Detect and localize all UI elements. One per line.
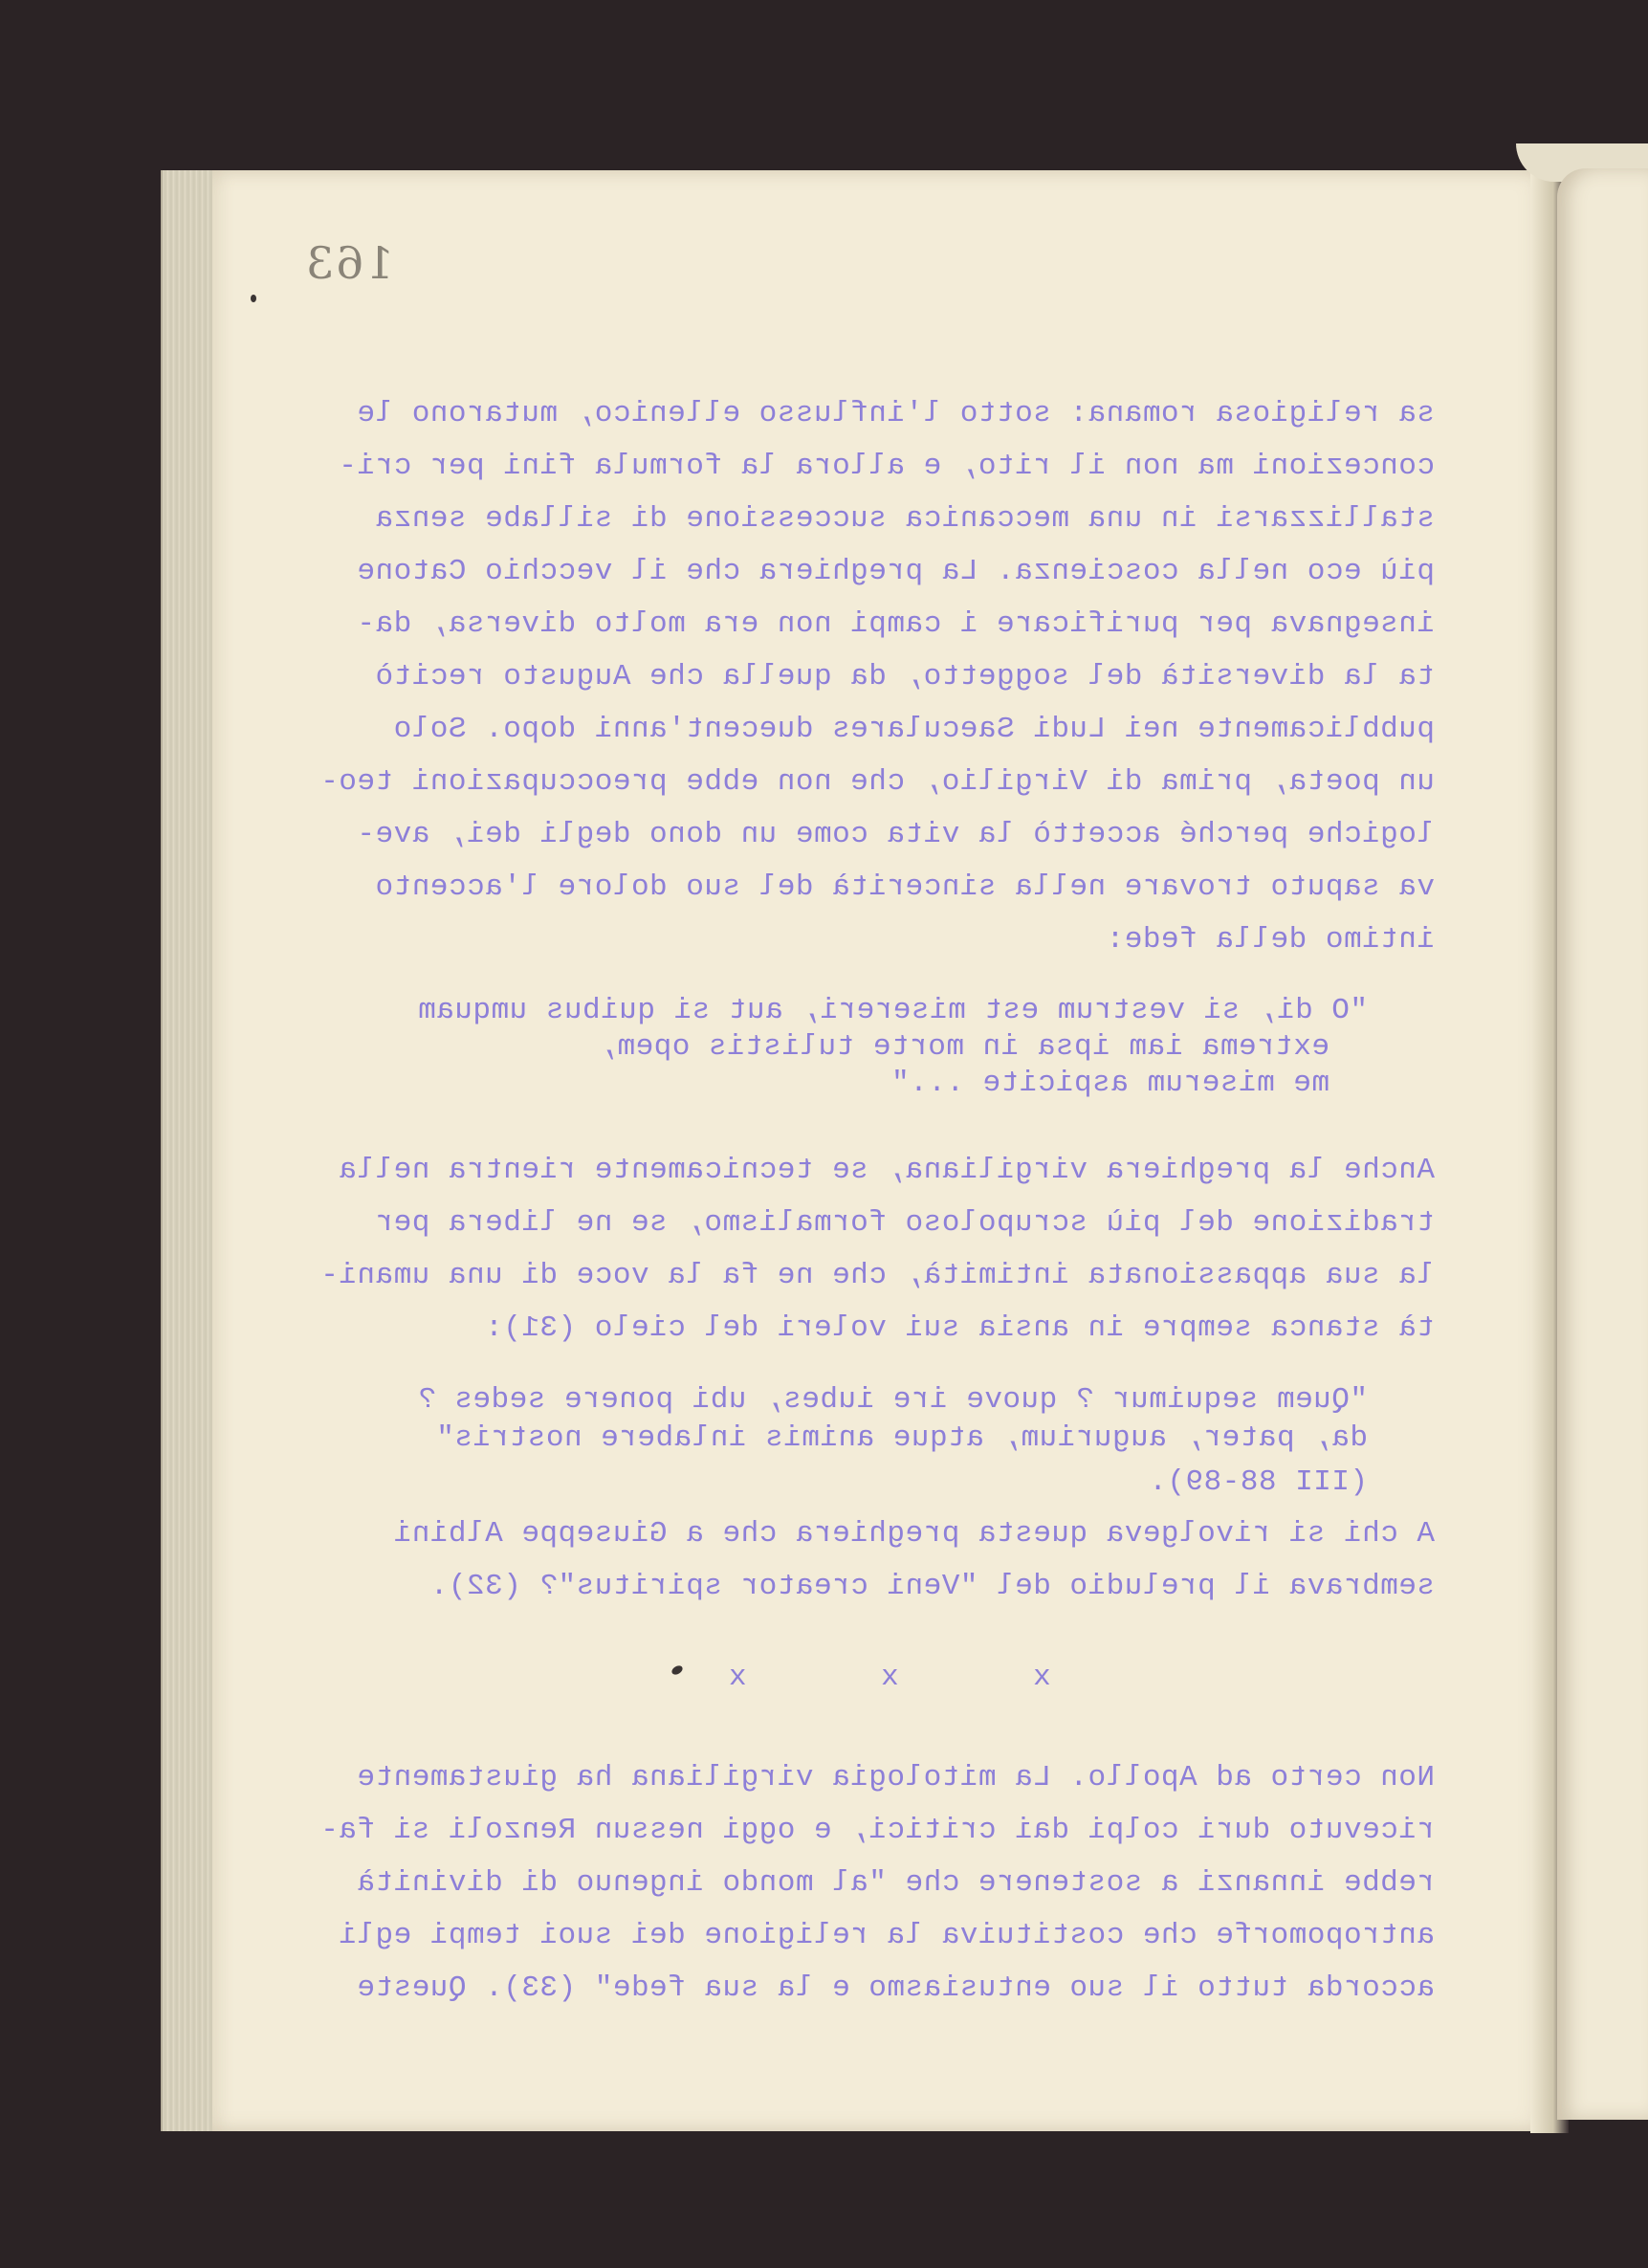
quote-line: me miserum aspicite ..." [890, 1067, 1329, 1100]
quote-2 [344, 1381, 1435, 1508]
separator-mark: x [1032, 1661, 1051, 1694]
text-line: tradizione del più scrupoloso formalismo, se ne libera per [375, 1206, 1435, 1240]
text-line: rebbe innanzi a sostenere che "al mondo ingenuo di divinità [356, 1866, 1435, 1900]
quote-1 [344, 993, 1435, 1102]
text-line: più eco nella coscienza. La preghiera che il vecchio Catone [356, 555, 1435, 588]
text-line: ricevuto duri colpi dai critici, e oggi nessun Renzoli si fa- [319, 1814, 1435, 1847]
text-line: tà stanca sempre in ansia sui voleri del cielo (31): [484, 1311, 1435, 1345]
paragraph-4 [319, 1751, 1435, 2015]
text-line: va saputo trovare nella sincerità del suo dolore l'accento [375, 870, 1435, 904]
text-line: concezioni ma non il rito, e allora la formula fini per cri- [338, 450, 1435, 483]
text-line: ta la diversità del soggetto, da quella che Augusto recitò [375, 660, 1435, 694]
text-line: intimo della fede: [1106, 923, 1435, 957]
text-line: antropomorfe che costituiva la religione dei suoi tempi egli [338, 1919, 1435, 1952]
quote-line: da, pater, augurium, atque animis inlabere nostris" [435, 1421, 1368, 1455]
section-separator [344, 1651, 1435, 1704]
text-line: sa religiosa romana: sotto l'influsso ellenico, mutarono le [356, 397, 1435, 430]
text-line: pubblicamente nei Ludi Saeculares duecent'anni dopo. Solo [393, 713, 1435, 746]
ink-speck [251, 295, 256, 302]
page-number: 163 [304, 237, 394, 289]
facing-page [1557, 168, 1648, 2120]
text-line: insegnava per purificare i campi non era molto diversa, da- [356, 607, 1435, 641]
text-line: A chi si rivolgeva questa preghiera che a Giuseppe Albini [393, 1517, 1435, 1551]
separator-mark: x [880, 1661, 899, 1694]
quote-line: "O di, si vestrum est misereri, aut si quibus umquam [417, 994, 1368, 1027]
paragraph-1 [319, 387, 1435, 966]
text-line: accorda tutto il suo entusiasmo e la sua fede" (33). Queste [356, 1971, 1435, 2005]
separator-mark: x [728, 1661, 747, 1694]
text-line: logiche perché accettò la vita come un dono degli dei, ave- [356, 818, 1435, 851]
paragraph-3 [344, 1508, 1435, 1613]
text-line: la sua appassionata intimità, che ne fa la voce di una umani- [319, 1259, 1435, 1292]
text-line: Anche la preghiera virgiliana, se tecnicamente rientra nella [338, 1154, 1435, 1187]
text-line: un poeta, prima di Virgilio, che non ebbe preoccupazioni teo- [319, 765, 1435, 799]
paragraph-2 [319, 1144, 1435, 1354]
bleed-through-text [319, 387, 1435, 2015]
text-line: stallizzarsi in una meccanica successione di sillabe senza [375, 502, 1435, 536]
quote-line: "Quem sequimur ? quove ire iubes, ubi ponere sedes ? [417, 1383, 1368, 1417]
text-line: sembrava il preludio del "Veni creator spiritus"? (32). [429, 1570, 1435, 1603]
quote-line: extrema iam ipsa in morte tulistis opem, [598, 1030, 1329, 1064]
quote-line: (III 88-89). [1148, 1465, 1368, 1499]
text-line: Non certo ad Apollo. La mitologia virgiliana ha giustamente [356, 1761, 1435, 1795]
